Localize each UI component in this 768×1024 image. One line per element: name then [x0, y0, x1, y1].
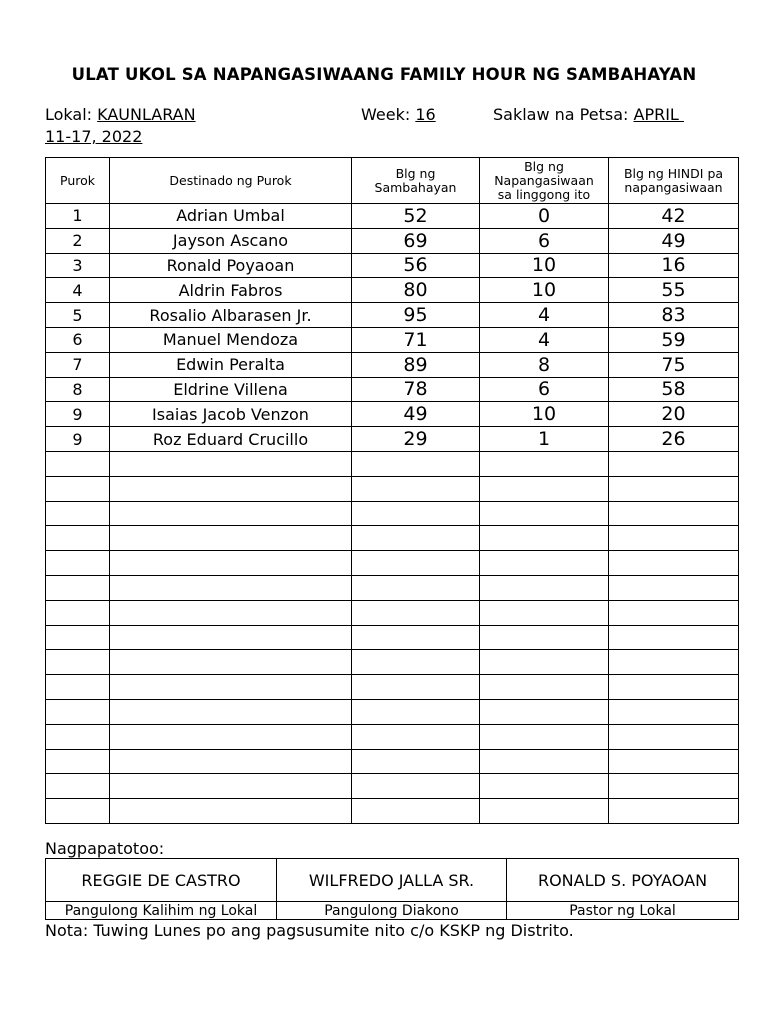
cell-destinado-empty: [110, 501, 352, 526]
cell-purok-empty: [46, 551, 110, 576]
cell-sambahayan-empty: [352, 451, 480, 476]
cell-napangasiwaan-empty: [480, 799, 609, 824]
cell-destinado-empty: [110, 451, 352, 476]
cell-purok-empty: [46, 600, 110, 625]
cell-purok: 8: [46, 377, 110, 402]
header-sambahayan: [352, 158, 480, 204]
cell-destinado-empty: [110, 625, 352, 650]
empty-row: [46, 600, 739, 625]
cell-napangasiwaan: 6: [480, 377, 609, 402]
table-row: [46, 377, 739, 402]
table-row: [46, 253, 739, 278]
cell-purok: 9: [46, 427, 110, 452]
header-hindi-line2: napangasiwaan: [624, 179, 723, 195]
cell-hindi: 16: [609, 253, 739, 278]
cell-sambahayan-empty: [352, 625, 480, 650]
cell-hindi: 49: [609, 228, 739, 253]
cell-sambahayan: 71: [352, 327, 480, 352]
cell-sambahayan-empty: [352, 476, 480, 501]
lokal-label: Lokal:: [45, 105, 98, 124]
signatory-names-row: [46, 859, 739, 902]
cell-purok-empty: [46, 451, 110, 476]
cell-sambahayan: 52: [352, 204, 480, 229]
cell-napangasiwaan-empty: [480, 699, 609, 724]
cell-sambahayan-empty: [352, 575, 480, 600]
cell-destinado-empty: [110, 526, 352, 551]
cell-napangasiwaan-empty: [480, 451, 609, 476]
cell-destinado-empty: [110, 675, 352, 700]
header-hindi: [609, 158, 739, 204]
cell-hindi: 20: [609, 402, 739, 427]
cell-hindi-empty: [609, 501, 739, 526]
week-field: [361, 105, 436, 124]
cell-hindi-empty: [609, 675, 739, 700]
cell-napangasiwaan-empty: [480, 501, 609, 526]
cell-hindi: 75: [609, 352, 739, 377]
cell-destinado-empty: [110, 600, 352, 625]
empty-row: [46, 675, 739, 700]
cell-destinado: Jayson Ascano: [110, 228, 352, 253]
cell-destinado-empty: [110, 699, 352, 724]
cell-hindi: 58: [609, 377, 739, 402]
cell-hindi-empty: [609, 451, 739, 476]
cell-napangasiwaan-empty: [480, 625, 609, 650]
cell-sambahayan-empty: [352, 699, 480, 724]
cell-destinado-empty: [110, 650, 352, 675]
cell-sambahayan: 56: [352, 253, 480, 278]
cell-destinado: Manuel Mendoza: [110, 327, 352, 352]
cell-destinado-empty: [110, 774, 352, 799]
report-title: ULAT UKOL SA NAPANGASIWAANG FAMILY HOUR NG SAMBAHAYAN: [71, 65, 697, 84]
cell-purok: 5: [46, 303, 110, 328]
cell-purok-empty: [46, 526, 110, 551]
cell-destinado-empty: [110, 749, 352, 774]
saklaw-label: Saklaw na Petsa:: [493, 105, 634, 124]
cell-napangasiwaan-empty: [480, 675, 609, 700]
lokal-field: [45, 105, 196, 124]
table-row: [46, 204, 739, 229]
cell-destinado: Roz Eduard Crucillo: [110, 427, 352, 452]
signatory-name: REGGIE DE CASTRO: [46, 859, 277, 902]
cell-purok-empty: [46, 799, 110, 824]
cell-sambahayan-empty: [352, 799, 480, 824]
cell-napangasiwaan-empty: [480, 551, 609, 576]
cell-sambahayan-empty: [352, 774, 480, 799]
cell-purok: 1: [46, 204, 110, 229]
cell-purok-empty: [46, 575, 110, 600]
cell-purok-empty: [46, 501, 110, 526]
cell-sambahayan-empty: [352, 551, 480, 576]
table-row: [46, 303, 739, 328]
cell-hindi-empty: [609, 575, 739, 600]
signatory-position: Pangulong Diakono: [277, 902, 507, 920]
week-label: Week:: [361, 105, 416, 124]
lokal-value: KAUNLARAN: [97, 105, 196, 124]
cell-sambahayan-empty: [352, 675, 480, 700]
empty-row: [46, 650, 739, 675]
cell-hindi: 26: [609, 427, 739, 452]
week-value: 16: [415, 105, 436, 124]
cell-napangasiwaan-empty: [480, 476, 609, 501]
cell-destinado-empty: [110, 575, 352, 600]
cell-purok: 6: [46, 327, 110, 352]
saklaw-field: [493, 105, 684, 124]
table-row: [46, 228, 739, 253]
header-row: [46, 158, 739, 204]
empty-row: [46, 476, 739, 501]
header-purok: Purok: [46, 158, 110, 204]
cell-napangasiwaan: 6: [480, 228, 609, 253]
cell-napangasiwaan-empty: [480, 575, 609, 600]
cell-purok-empty: [46, 724, 110, 749]
nota-text: Nota: Tuwing Lunes po ang pagsusumite nito c/o KSKP ng Distrito.: [45, 921, 574, 940]
saklaw-value-line2: 11-17, 2022: [45, 127, 143, 146]
cell-hindi-empty: [609, 799, 739, 824]
cell-sambahayan: 89: [352, 352, 480, 377]
header-hindi-line1: Blg ng HINDI pa: [623, 165, 724, 181]
empty-row: [46, 551, 739, 576]
cell-sambahayan: 29: [352, 427, 480, 452]
signatory-position: Pangulong Kalihim ng Lokal: [46, 902, 277, 920]
cell-purok-empty: [46, 625, 110, 650]
cell-napangasiwaan: 10: [480, 278, 609, 303]
cell-napangasiwaan-empty: [480, 526, 609, 551]
table-row: [46, 427, 739, 452]
cell-purok-empty: [46, 650, 110, 675]
cell-destinado: Isaias Jacob Venzon: [110, 402, 352, 427]
table-body: [46, 204, 739, 824]
table-row: [46, 327, 739, 352]
empty-row: [46, 699, 739, 724]
cell-destinado-empty: [110, 724, 352, 749]
cell-napangasiwaan: 10: [480, 253, 609, 278]
header-napangasiwaan: [480, 158, 609, 204]
cell-napangasiwaan-empty: [480, 600, 609, 625]
cell-sambahayan: 49: [352, 402, 480, 427]
signatory-name: RONALD S. POYAOAN: [507, 859, 739, 902]
cell-purok: 3: [46, 253, 110, 278]
cell-sambahayan-empty: [352, 724, 480, 749]
saklaw-value-line1: APRIL: [633, 105, 684, 124]
cell-destinado: Adrian Umbal: [110, 204, 352, 229]
header-destinado: Destinado ng Purok: [110, 158, 352, 204]
cell-napangasiwaan: 1: [480, 427, 609, 452]
cell-hindi-empty: [609, 476, 739, 501]
cell-hindi-empty: [609, 774, 739, 799]
empty-row: [46, 451, 739, 476]
cell-napangasiwaan: 4: [480, 327, 609, 352]
report-table: [45, 157, 739, 824]
cell-destinado: Ronald Poyaoan: [110, 253, 352, 278]
signatory-position: Pastor ng Lokal: [507, 902, 739, 920]
cell-sambahayan-empty: [352, 749, 480, 774]
cell-sambahayan: 95: [352, 303, 480, 328]
cell-purok-empty: [46, 749, 110, 774]
cell-purok-empty: [46, 675, 110, 700]
cell-destinado: Rosalio Albarasen Jr.: [110, 303, 352, 328]
cell-napangasiwaan: 0: [480, 204, 609, 229]
cell-hindi-empty: [609, 699, 739, 724]
cell-sambahayan: 69: [352, 228, 480, 253]
cell-hindi: 59: [609, 327, 739, 352]
cell-napangasiwaan-empty: [480, 749, 609, 774]
cell-hindi-empty: [609, 526, 739, 551]
cell-hindi-empty: [609, 724, 739, 749]
header-napangasiwaan-line2: Napangasiwaan: [494, 172, 594, 188]
cell-destinado-empty: [110, 799, 352, 824]
cell-hindi-empty: [609, 650, 739, 675]
cell-napangasiwaan: 8: [480, 352, 609, 377]
signatories-table: [45, 858, 739, 920]
cell-napangasiwaan-empty: [480, 724, 609, 749]
cell-hindi-empty: [609, 551, 739, 576]
cell-purok: 4: [46, 278, 110, 303]
cell-purok-empty: [46, 699, 110, 724]
cell-napangasiwaan-empty: [480, 650, 609, 675]
cell-hindi: 55: [609, 278, 739, 303]
cell-sambahayan-empty: [352, 526, 480, 551]
empty-row: [46, 724, 739, 749]
header-napangasiwaan-line1: Blg ng: [524, 158, 564, 174]
cell-hindi-empty: [609, 625, 739, 650]
header-napangasiwaan-line3: sa linggong ito: [497, 186, 591, 202]
cell-sambahayan-empty: [352, 600, 480, 625]
empty-row: [46, 774, 739, 799]
cell-sambahayan-empty: [352, 650, 480, 675]
empty-row: [46, 749, 739, 774]
signatory-name: WILFREDO JALLA SR.: [277, 859, 507, 902]
cell-purok-empty: [46, 476, 110, 501]
cell-napangasiwaan: 4: [480, 303, 609, 328]
cell-hindi-empty: [609, 749, 739, 774]
table-row: [46, 352, 739, 377]
header-sambahayan-line2: Sambahayan: [374, 179, 457, 195]
cell-sambahayan: 78: [352, 377, 480, 402]
cell-napangasiwaan: 10: [480, 402, 609, 427]
nagpapatotoo-label: Nagpapatotoo:: [45, 839, 165, 858]
empty-row: [46, 625, 739, 650]
header-sambahayan-line1: Blg ng: [395, 165, 436, 181]
cell-napangasiwaan-empty: [480, 774, 609, 799]
cell-destinado: Aldrin Fabros: [110, 278, 352, 303]
cell-hindi: 83: [609, 303, 739, 328]
empty-row: [46, 501, 739, 526]
cell-hindi-empty: [609, 600, 739, 625]
empty-row: [46, 799, 739, 824]
cell-destinado-empty: [110, 476, 352, 501]
cell-hindi: 42: [609, 204, 739, 229]
cell-sambahayan-empty: [352, 501, 480, 526]
cell-sambahayan: 80: [352, 278, 480, 303]
signatory-positions-row: [46, 902, 739, 920]
cell-purok: 2: [46, 228, 110, 253]
cell-purok: 9: [46, 402, 110, 427]
cell-purok-empty: [46, 774, 110, 799]
empty-row: [46, 526, 739, 551]
table-row: [46, 278, 739, 303]
cell-destinado-empty: [110, 551, 352, 576]
cell-purok: 7: [46, 352, 110, 377]
cell-destinado: Eldrine Villena: [110, 377, 352, 402]
cell-destinado: Edwin Peralta: [110, 352, 352, 377]
table-row: [46, 402, 739, 427]
empty-row: [46, 575, 739, 600]
